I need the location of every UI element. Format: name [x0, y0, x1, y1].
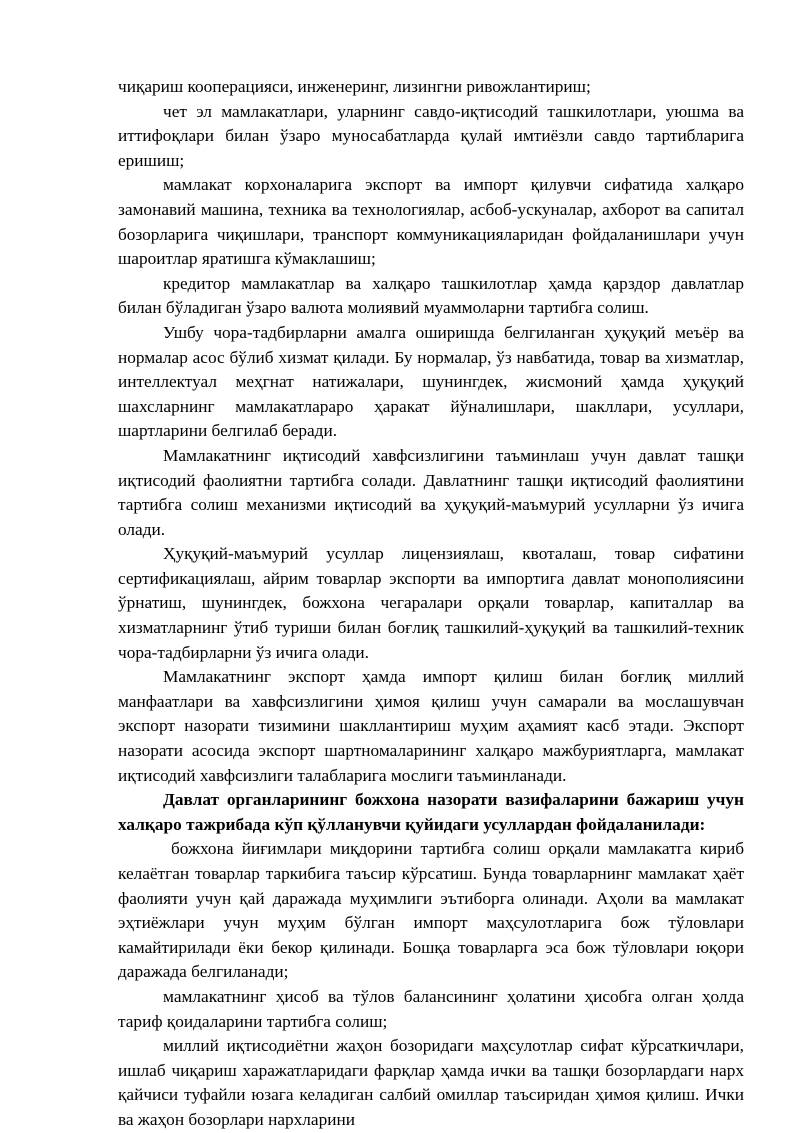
list-item-tariff-rules: мамлакатнинг ҳисоб ва тўлов балансининг ҳолатини ҳисобга олган ҳолда тариф қоидаларини тартибга солиш; [118, 986, 744, 1031]
list-item-trade-regimes: чет эл мамлакатлари, уларнинг савдо-иқтисодий ташкилотлари, уюшма ва иттифоқлари билан ўзаро муносабатларда қулай имтиёзли савдо тартибларига еришиш; [118, 101, 744, 170]
document-body [118, 75, 744, 1133]
paragraph-export-control: Мамлакатнинг экспорт ҳамда импорт қилиш билан боғлиқ миллий манфаатлари ва хавфсизлигини ҳимоя қилиш учун самарали ва мослашувчан экспорт назорати тизимини шакллантириш муҳим аҳамият касб этади. Экспорт назорати асосида экспорт шартномаларининг халқаро мажбуриятларга, мамлакат иқтисодий хавфсизлиги талабларига мослиги таъминланади. [118, 667, 744, 785]
list-item-protection: миллий иқтисодиётни жаҳон бозоридаги маҳсулотлар сифат кўрсаткичлари, ишлаб чиқариш харажатларидаги фарқлар ҳамда ички ва ташқи бозорлардаги нарх қайчиси туфайли юзага келадиган салбий омиллар таъсиридан ҳимоя қилиш. Ички ва жаҳон бозорлари нархларини [118, 1036, 744, 1129]
paragraph-administrative-methods: Ҳуқуқий-маъмурий усуллар лицензиялаш, квоталаш, товар сифатини сертификациялаш, айрим товарлар экспорти ва импортига давлат монополиясини ўрнатиш, шунингдек, божхона чегаралари орқали товарлар, капиталлар ва хизматларнинг ўтиб туриши билан боғлиқ ташкилий-ҳуқуқий ва ташкилий-техник чора-тадбирларни ўз ичига олади. [118, 544, 744, 662]
list-item-market-access: мамлакат корхоналарига экспорт ва импорт қилувчи сифатида халқаро замонавий машина, техника ва технологиялар, асбоб-ускуналар, ахборот ва сапитал бозорларига чиқишлари, транспорт коммуникацияларидан фойдаланишлари учун шароитлар яратишга кўмаклашиш; [118, 175, 744, 269]
paragraph-continuation: чиқариш кооперацияси, инженеринг, лизингни ривожлантириш; [118, 77, 591, 96]
section-heading-customs-methods: Давлат органларининг божхона назорати вазифаларини бажариш учун халқаро тажрибада кўп қўлланувчи қуйидаги усуллардан фойдаланилади: [118, 790, 744, 834]
list-item-customs-duties: божхона йиғимлари миқдорини тартибга солиш орқали мамлакатга кириб келаётган товарлар таркибига таъсир кўрсатиш. Бунда товарларнинг мамлакат ҳаёт фаолияти учун қай даражада муҳимлиги эътиборга олинади. Аҳоли ва мамлакат эҳтиёжлари учун муҳим бўлган импорт маҳсулотларига бож тўловлари камайтирилади ёки бекор қилинади. Бошқа товарларга эса бож тўловлари юқори даражада белгиланади; [118, 839, 744, 982]
paragraph-legal-norms: Ушбу чора-тадбирларни амалга оширишда белгиланган ҳуқуқий меъёр ва нормалар асос бўлиб хизмат қилади. Бу нормалар, ўз навбатида, товар ва хизматлар, интеллектуал меҳгнат натижалари, шунингдек, жисмоний ҳамда ҳуқуқий шахсларнинг мамлакатлараро ҳаракат йўналишлари, шакллари, усуллари, шартларини белгилаб беради. [118, 322, 744, 441]
list-item-currency-issues: кредитор мамлакатлар ва халқаро ташкилотлар ҳамда қарздор давлатлар билан бўладиган ўзаро валюта молиявий муаммоларни тартибга солиш. [118, 273, 744, 318]
paragraph-economic-security: Мамлакатнинг иқтисодий хавфсизлигини таъминлаш учун давлат ташқи иқтисодий фаолиятни тартибга солади. Давлатнинг ташқи иқтисодий фаолиятини тартибга солиш механизми иқтисодий ва ҳуқуқий-маъмурий усулларни ўз ичига олади. [118, 445, 744, 539]
